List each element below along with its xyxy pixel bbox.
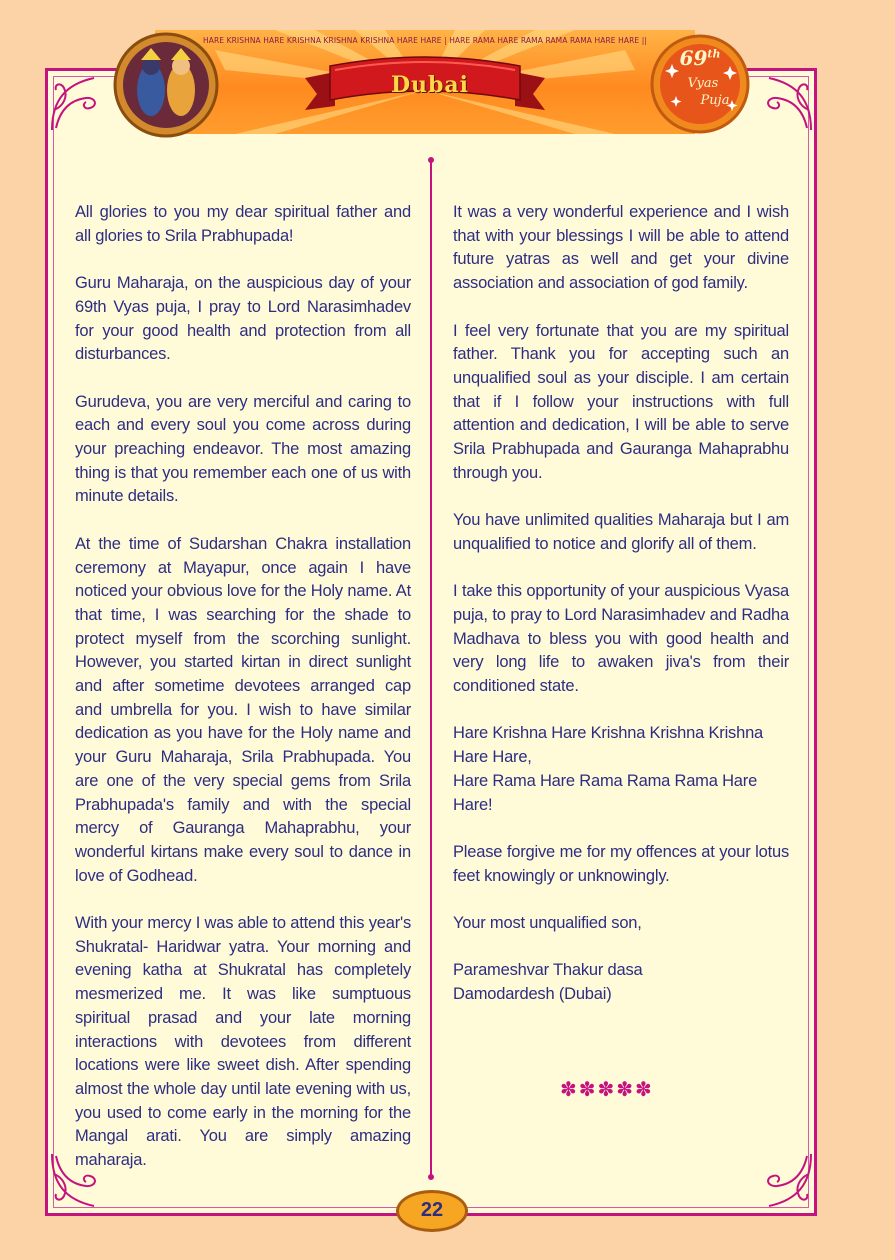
page-title: Dubai: [390, 72, 470, 98]
ornament-stars: ✽✽✽✽✽: [560, 1077, 654, 1101]
paragraph: I take this opportunity of your auspicious Vyasa puja, to pray to Lord Narasimhadev and Radha Madhava to bless you with good health and very long life to awaken jiva's from their conditioned state.: [453, 582, 789, 696]
right-column: [453, 201, 789, 1007]
corner-flourish-icon: [747, 1144, 817, 1214]
corner-flourish-icon: [747, 70, 817, 140]
signature-location: Damodardesh (Dubai): [453, 985, 612, 1004]
mantra: [453, 722, 789, 817]
page-number: 22: [420, 1199, 444, 1221]
corner-flourish-icon: [46, 70, 116, 140]
deity-medallion-icon: [113, 32, 219, 138]
paragraph: I feel very fortunate that you are my spiritual father. Thank you for accepting such an unqualified soul as your disciple. I am certain that if I follow your instructions with full attention and dedication, I will be able to serve Srila Prabhupada and Gauranga Mahaprabhu through you.: [453, 321, 789, 482]
paragraph: Guru Maharaja, on the auspicious day of your 69th Vyas puja, I pray to Lord Narasimhadev for your good health and protection from all disturbances.: [75, 274, 411, 364]
badge-vyas: Vyas: [687, 76, 719, 91]
divider-dot-icon: [428, 1174, 434, 1180]
column-divider: [430, 160, 432, 1178]
paragraph: All glories to you my dear spiritual father and all glories to Srila Prabhupada!: [75, 203, 411, 245]
badge-number: 69th: [679, 46, 721, 70]
closing: Your most unqualified son,: [453, 914, 642, 932]
divider-dot-icon: [428, 157, 434, 163]
mantra-line: Hare Krishna Hare Krishna Krishna Krishna Hare Hare,: [453, 724, 764, 767]
paragraph: Please forgive me for my offences at your lotus feet knowingly or unknowingly.: [453, 842, 789, 885]
paragraph: You have unlimited qualities Maharaja but I am unqualified to notice and glorify all of them.: [453, 511, 789, 553]
badge-puja: Puja: [700, 93, 730, 108]
paragraph: At the time of Sudarshan Chakra installation ceremony at Mayapur, once again I have noticed your obvious love for the Holy name. At that time, I was searching for the shade to protect myself from the scorching sunlight. However, you started kirtan in direct sunlight and after sometime devotees arranged cap and umbrella for you. I wish to have similar dedication as you have for the Holy name and your Guru Maharaja, Srila Prabhupada. You are one of the very special gems from Srila Prabhupada's family and with the special mercy of Gauranga Mahaprabhu, your wonderful kirtans make every soul to dance in love of Godhead.: [75, 534, 411, 885]
paragraph: Gurudeva, you are very merciful and caring to each and every soul you come across during your preaching endeavor. The most amazing thing is that you remember each one of us with minute details.: [75, 392, 411, 506]
left-column: [75, 201, 411, 1196]
signature-name: Parameshvar Thakur dasa: [453, 961, 643, 980]
chant-line: HARE KRISHNA HARE KRISHNA KRISHNA KRISHNA HARE HARE | HARE RAMA HARE RAMA RAMA RAMA HARE HARE ||: [203, 36, 647, 45]
paragraph: It was a very wonderful experience and I wish that with your blessings I will be able to attend future yatras as well and get your divine association and association of god family.: [453, 203, 789, 293]
mantra-line: Hare Rama Hare Rama Rama Rama Hare Hare!: [453, 771, 758, 814]
paragraph: With your mercy I was able to attend this year's Shukratal- Haridwar yatra. Your morning and evening katha at Shukratal has completely mesmerized me. It was like sumptuous spiritual prasad and your late morning interactions with devotees from different locations were like sweet dish. After spending almost the whole day until late evening with us, you used to come early in the morning for the Mangal arati. You are simply amazing maharaja.: [75, 914, 411, 1170]
